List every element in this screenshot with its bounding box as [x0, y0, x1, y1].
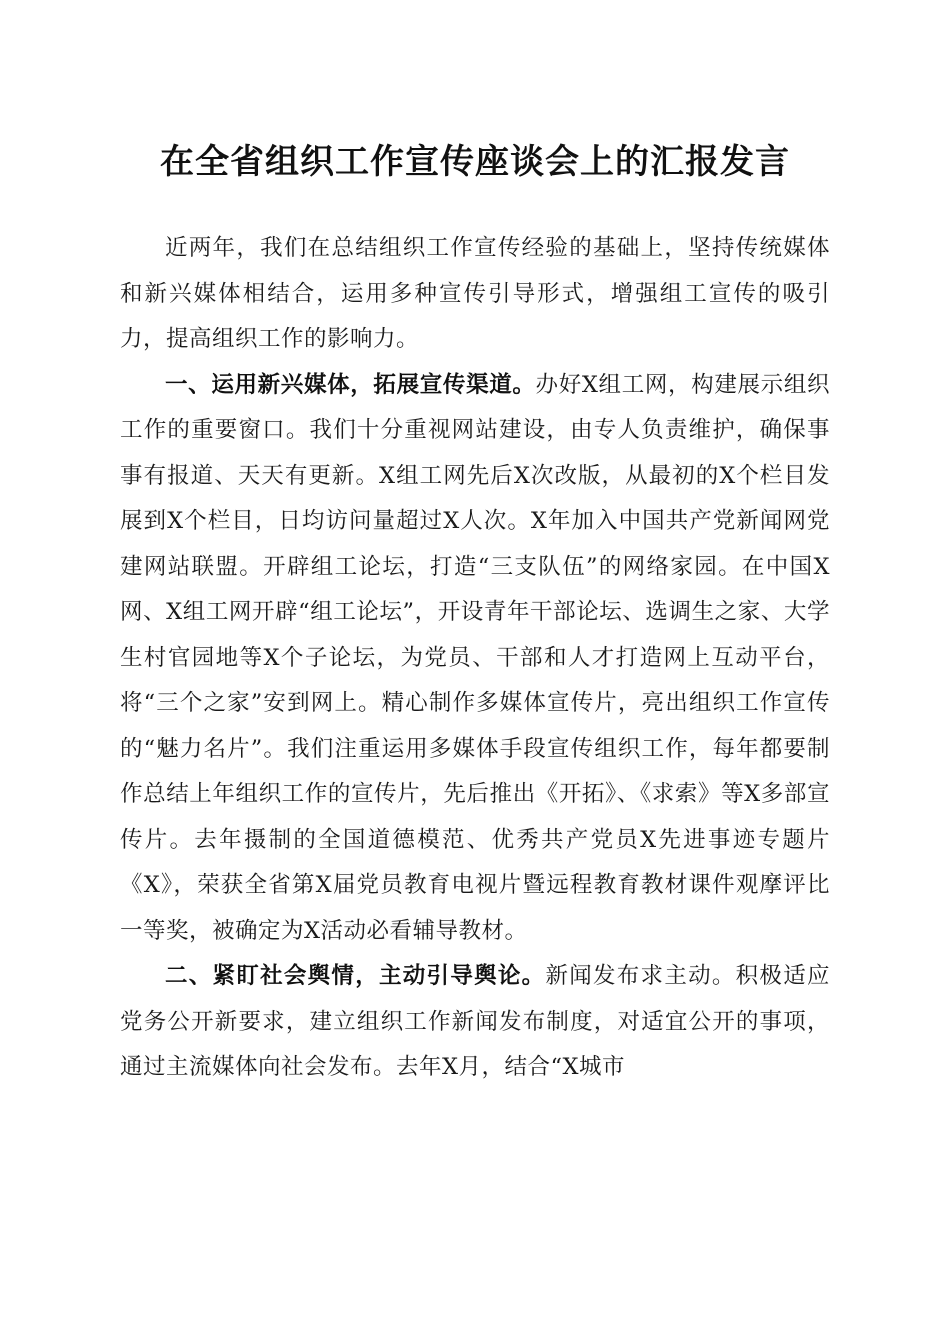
- paragraph-intro: [120, 226, 830, 363]
- section-two-heading: 二、紧盯社会舆情，主动引导舆论。: [165, 963, 546, 989]
- document-body: [120, 226, 830, 1091]
- document-title: 在全省组织工作宣传座谈会上的汇报发言: [160, 142, 790, 182]
- paragraph-section-two: [120, 954, 830, 1091]
- paragraph-section-one: [120, 363, 830, 955]
- section-one-text: 办好X组工网，构建展示组织工作的重要窗口。我们十分重视网站建设，由专人负责维护，确保事事有报道、天天有更新。X组工网先后X次改版，从最初的X个栏目发展到X个栏目，日均访问量超过X人次。X年加入中国共产党新闻网党建网站联盟。开辟组工论坛，打造“三支队伍”的网络家园。在中国X网、X组工网开辟“组工论坛”，开设青年干部论坛、选调生之家、大学生村官园地等X个子论坛，为党员、干部和人才打造网上互动平台，将“三个之家”安到网上。精心制作多媒体宣传片，亮出组织工作宣传的“魅力名片”。我们注重运用多媒体手段宣传组织工作，每年都要制作总结上年组织工作的宣传片，先后推出《开拓》、《求索》等X多部宣传片。去年摄制的全国道德模范、优秀共产党员X先进事迹专题片《X》，荣获全省第X届党员教育电视片暨远程教育教材课件观摩评比一等奖，被确定为X活动必看辅导教材。: [120, 371, 830, 944]
- section-one-heading: 一、运用新兴媒体，拓展宣传渠道。: [165, 371, 536, 398]
- document-page: [120, 0, 830, 1091]
- section-two-text: 新闻发布求主动。积极适应党务公开新要求，建立组织工作新闻发布制度，对适宜公开的事项，通过主流媒体向社会发布。去年X月，结合“X城市: [120, 963, 830, 1080]
- paragraph-intro-text: 近两年，我们在总结组织工作宣传经验的基础上，坚持传统媒体和新兴媒体相结合，运用多种宣传引导形式，增强组工宣传的吸引力，提高组织工作的影响力。: [120, 235, 830, 352]
